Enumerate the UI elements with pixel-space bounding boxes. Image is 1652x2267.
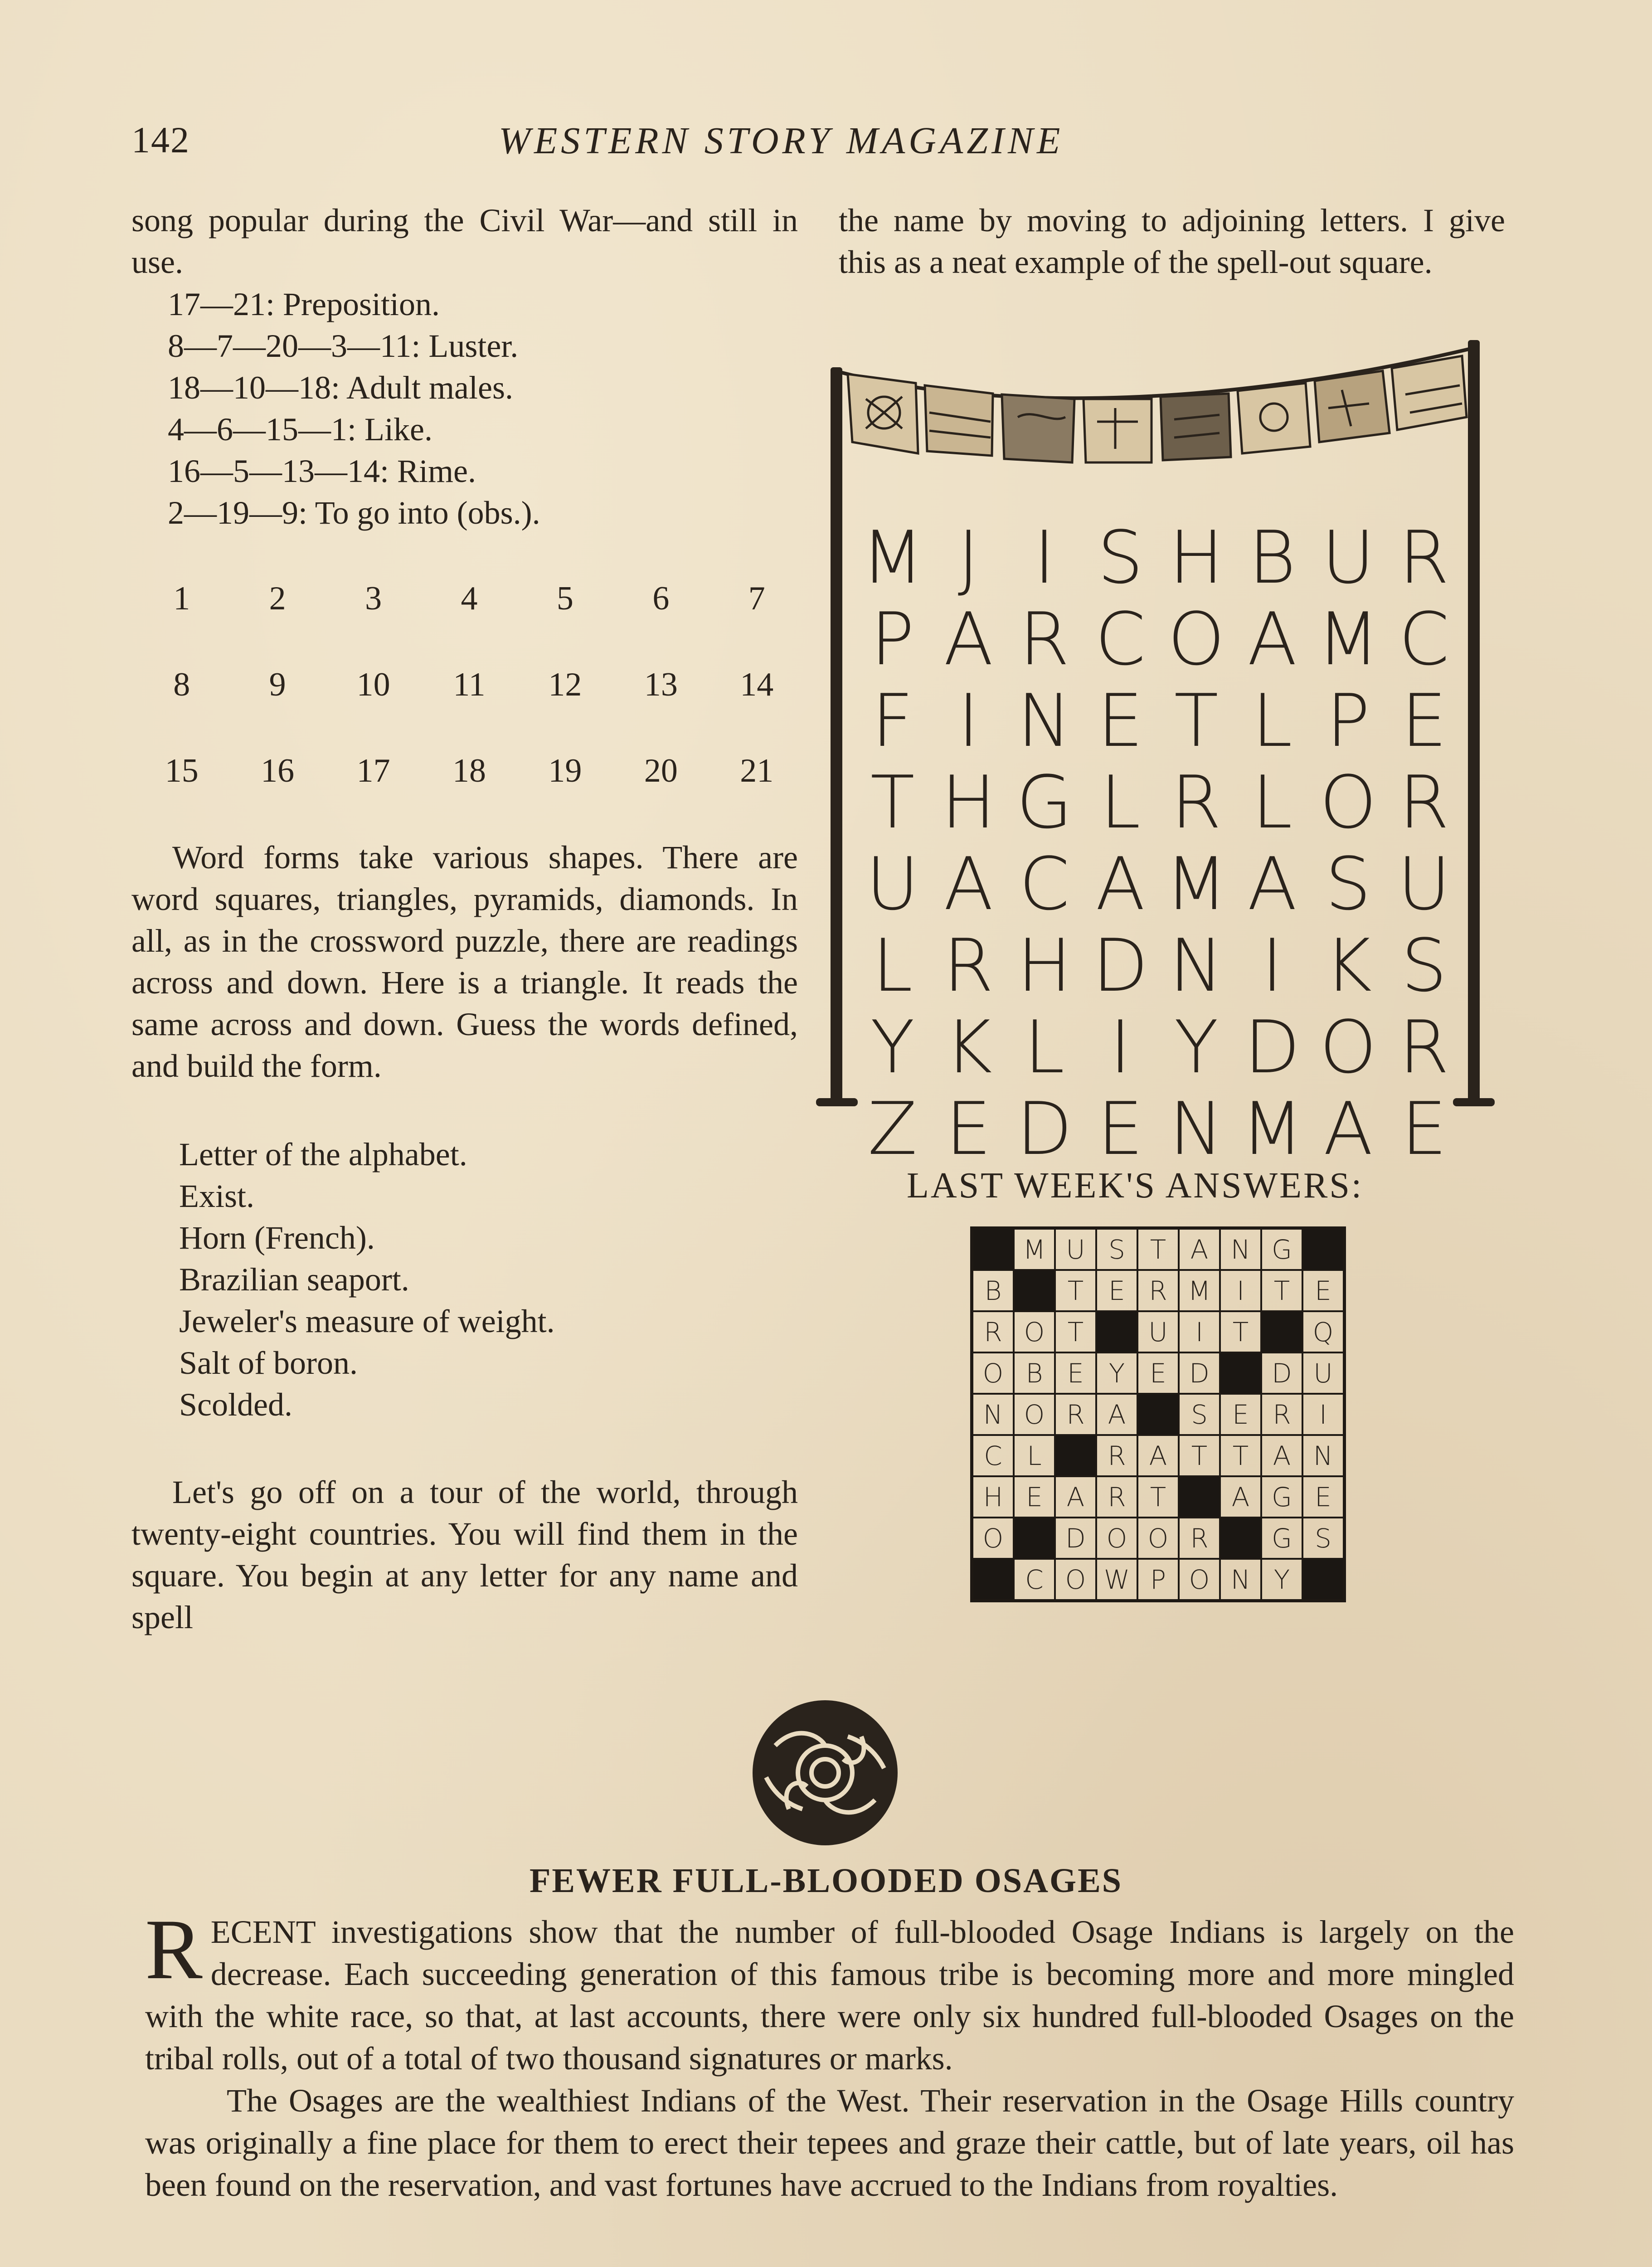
crossword-cell: I xyxy=(1220,1270,1261,1311)
crossword-cell: T xyxy=(1261,1270,1302,1311)
grid-letter: C xyxy=(1019,842,1070,926)
grid-number: 12 xyxy=(548,666,582,703)
drop-cap: R xyxy=(145,1902,203,1997)
banner-pole-right xyxy=(1468,340,1480,1102)
grid-letter: R xyxy=(1399,1005,1449,1090)
grid-number: 16 xyxy=(261,752,295,789)
grid-letter: A xyxy=(943,842,993,926)
crossword-cell: C xyxy=(972,1435,1014,1476)
crossword-black-cell xyxy=(1014,1518,1055,1559)
grid-letter: S xyxy=(1325,842,1371,926)
grid-letter: H xyxy=(1017,923,1072,1008)
clue-item: 17—21: Preposition. xyxy=(168,286,440,322)
page-number: 142 xyxy=(131,119,190,161)
crossword-cell: P xyxy=(1137,1559,1179,1600)
crossword-cell: N xyxy=(1220,1229,1261,1270)
grid-letter: B xyxy=(1248,515,1296,600)
crossword-cell: Q xyxy=(1302,1311,1344,1352)
crossword-cell: O xyxy=(1014,1311,1055,1352)
grid-letter: L xyxy=(1024,1005,1065,1090)
grid-letter: Y xyxy=(870,1005,915,1090)
grid-number: 10 xyxy=(356,666,390,703)
grid-letter: N xyxy=(1169,1086,1224,1171)
tour-paragraph xyxy=(131,1471,798,1638)
crossword-cell: S xyxy=(1302,1518,1344,1559)
grid-letter: C xyxy=(1095,597,1146,681)
crossword-cell: E xyxy=(1302,1476,1344,1518)
crossword-cell: D xyxy=(1179,1352,1220,1394)
crossword-cell: E xyxy=(1055,1352,1096,1394)
crossword-cell: G xyxy=(1261,1229,1302,1270)
grid-letter: A xyxy=(943,597,993,681)
crossword-black-cell xyxy=(1302,1559,1344,1600)
crossword-cell: G xyxy=(1261,1518,1302,1559)
crossword-cell: R xyxy=(1261,1394,1302,1435)
grid-letter: C xyxy=(1399,597,1450,681)
grid-letter: A xyxy=(1247,842,1297,926)
answers-title: LAST WEEK'S ANSWERS: xyxy=(907,1166,1364,1206)
grid-letter: R xyxy=(1171,760,1222,845)
crossword-cell: R xyxy=(1137,1270,1179,1311)
crossword-cell: O xyxy=(1014,1394,1055,1435)
grid-letter: A xyxy=(1323,1086,1373,1171)
crossword-cell: D xyxy=(1055,1518,1096,1559)
grid-letter: E xyxy=(945,1086,991,1171)
grid-number: 19 xyxy=(548,752,582,789)
crossword-cell: R xyxy=(1179,1518,1220,1559)
crossword-black-cell xyxy=(1055,1435,1096,1476)
grid-letter: H xyxy=(1169,515,1224,600)
grid-number: 7 xyxy=(748,580,765,617)
grid-letter: U xyxy=(1322,515,1375,600)
crossword-cell: R xyxy=(1096,1476,1137,1518)
grid-number: 15 xyxy=(165,752,199,789)
crossword-cell: A xyxy=(1261,1435,1302,1476)
grid-letter: Y xyxy=(1174,1005,1219,1090)
crossword-cell: T xyxy=(1055,1270,1096,1311)
crossword-cell: S xyxy=(1179,1394,1220,1435)
grid-letter: A xyxy=(1095,842,1145,926)
crossword-cell: Y xyxy=(1096,1352,1137,1394)
crossword-cell: I xyxy=(1302,1394,1344,1435)
grid-letter: A xyxy=(1247,597,1297,681)
crossword-cell: B xyxy=(1014,1352,1055,1394)
crossword-cell: A xyxy=(1137,1435,1179,1476)
grid-number: 21 xyxy=(740,752,774,789)
crossword-cell: U xyxy=(1137,1311,1179,1352)
crossword-cell: E xyxy=(1220,1394,1261,1435)
grid-letter: P xyxy=(870,597,914,681)
right-intro-text: the name by moving to adjoining letters. I give this as a neat example of the spell-out square. xyxy=(839,202,1505,280)
triangle-clue: Exist. xyxy=(179,1178,255,1214)
grid-letter: R xyxy=(943,923,994,1008)
article-paragraph-2: The Osages are the wealthiest Indians of the West. Their reservation in the Osage Hills country was originally a fine place for them to erect their tepees and graze their cattle, but of late years, oil has been found on the reservation, and vast fortunes have accrued to the Indians from royalties. xyxy=(145,2082,1514,2203)
clue-item: 2—19—9: To go into (obs.). xyxy=(168,495,540,531)
grid-letter: E xyxy=(1401,1086,1447,1171)
grid-letter: U xyxy=(1397,842,1451,926)
crossword-cell: U xyxy=(1302,1352,1344,1394)
crossword-black-cell xyxy=(1179,1476,1220,1518)
crossword-cell: I xyxy=(1179,1311,1220,1352)
triangle-clue-list xyxy=(179,1134,845,1425)
crossword-cell: E xyxy=(1014,1476,1055,1518)
grid-letter: L xyxy=(872,923,913,1008)
crossword-cell: B xyxy=(972,1270,1014,1311)
article-paragraph xyxy=(145,1902,1514,2080)
grid-letter: M xyxy=(1165,842,1228,926)
crossword-cell: T xyxy=(1220,1311,1261,1352)
crossword-black-cell xyxy=(1261,1311,1302,1352)
grid-letter: E xyxy=(1097,1086,1143,1171)
banner-pole-left xyxy=(831,367,842,1102)
left-intro-paragraph xyxy=(131,199,798,283)
pole-base-left xyxy=(816,1098,858,1106)
grid-letter: Z xyxy=(867,1086,918,1171)
crossword-cell: D xyxy=(1261,1352,1302,1394)
crossword-cell: G xyxy=(1261,1476,1302,1518)
number-grid xyxy=(134,576,805,793)
grid-number: 2 xyxy=(269,580,286,617)
crossword-black-cell xyxy=(1220,1518,1261,1559)
triangle-clue: Horn (French). xyxy=(179,1220,375,1256)
grid-letter: P xyxy=(1326,678,1370,763)
grid-number: 20 xyxy=(644,752,678,789)
crossword-cell: R xyxy=(1055,1394,1096,1435)
crossword-black-cell xyxy=(1096,1311,1137,1352)
grid-number: 1 xyxy=(173,580,190,617)
grid-letter: M xyxy=(1241,1086,1304,1171)
crossword-answers-grid xyxy=(970,1226,1346,1602)
right-intro-paragraph xyxy=(839,199,1505,283)
grid-number: 17 xyxy=(356,752,390,789)
grid-number: 13 xyxy=(644,666,678,703)
grid-letter: H xyxy=(941,760,996,845)
article-title: FEWER FULL-BLOODED OSAGES xyxy=(529,1862,1123,1900)
spell-out-banner xyxy=(811,340,1482,1171)
grid-letter: S xyxy=(1401,923,1448,1008)
grid-number: 4 xyxy=(461,580,478,617)
crossword-cell: O xyxy=(1096,1518,1137,1559)
running-header: WESTERN STORY MAGAZINE xyxy=(499,120,1064,162)
grid-number: 3 xyxy=(365,580,382,617)
crossword-cell: R xyxy=(1096,1435,1137,1476)
grid-letter: K xyxy=(944,1005,992,1090)
crossword-cell: N xyxy=(972,1394,1014,1435)
clue-item: 18—10—18: Adult males. xyxy=(168,370,513,406)
crossword-black-cell xyxy=(1137,1394,1179,1435)
grid-letter: T xyxy=(870,760,915,845)
crossword-cell: R xyxy=(972,1311,1014,1352)
grid-letter: R xyxy=(1399,760,1449,845)
crossword-cell: W xyxy=(1096,1559,1137,1600)
crossword-cell: S xyxy=(1096,1229,1137,1270)
grid-letter: O xyxy=(1167,597,1225,681)
grid-letter: J xyxy=(957,515,979,600)
grid-letter: R xyxy=(1019,597,1070,681)
grid-letter: O xyxy=(1319,1005,1377,1090)
crossword-cell: T xyxy=(1220,1435,1261,1476)
crossword-black-cell xyxy=(972,1229,1014,1270)
crossword-cell: O xyxy=(972,1518,1014,1559)
grid-letter: I xyxy=(1109,1005,1131,1090)
crossword-cell: O xyxy=(1137,1518,1179,1559)
grid-number: 11 xyxy=(453,666,486,703)
grid-number: 14 xyxy=(740,666,774,703)
crossword-black-cell xyxy=(972,1559,1014,1600)
triangle-clue: Salt of boron. xyxy=(179,1345,358,1381)
tour-text: Let's go off on a tour of the world, through twenty-eight countries. You will find them in the square. You begin at any letter for any name and spell xyxy=(131,1474,798,1635)
crossword-cell: O xyxy=(1055,1559,1096,1600)
crossword-cell: N xyxy=(1220,1559,1261,1600)
grid-number: 5 xyxy=(556,580,573,617)
crossword-cell: E xyxy=(1302,1270,1344,1311)
grid-letter: F xyxy=(871,678,913,763)
crossword-cell: O xyxy=(1179,1559,1220,1600)
grid-number: 6 xyxy=(652,580,670,617)
grid-letter: T xyxy=(1174,678,1219,763)
crossword-cell: Y xyxy=(1261,1559,1302,1600)
crossword-cell: C xyxy=(1014,1559,1055,1600)
grid-letter: D xyxy=(1016,1086,1073,1171)
grid-letter: I xyxy=(1034,515,1055,600)
grid-letter: E xyxy=(1097,678,1143,763)
grid-letter: I xyxy=(957,678,979,763)
clue-list xyxy=(168,283,834,534)
grid-letter: L xyxy=(1252,760,1292,845)
crossword-cell: O xyxy=(972,1352,1014,1394)
crossword-cell: A xyxy=(1055,1476,1096,1518)
clue-item: 8—7—20—3—11: Luster. xyxy=(168,328,519,364)
triangle-clue: Jeweler's measure of weight. xyxy=(179,1303,555,1339)
grid-number: 8 xyxy=(173,666,190,703)
crossword-cell: M xyxy=(1014,1229,1055,1270)
banner-flags-illustration xyxy=(839,340,1469,476)
grid-letter: I xyxy=(1261,923,1283,1008)
clue-item: 4—6—15—1: Like. xyxy=(168,411,432,448)
grid-number: 18 xyxy=(452,752,486,789)
triangle-clue: Scolded. xyxy=(179,1386,292,1423)
crossword-cell: A xyxy=(1179,1229,1220,1270)
crossword-cell: T xyxy=(1137,1229,1179,1270)
crossword-cell: T xyxy=(1055,1311,1096,1352)
country-letter-grid xyxy=(855,517,1462,1170)
article-body xyxy=(145,1902,1514,2206)
grid-letter: E xyxy=(1401,678,1447,763)
grid-letter: O xyxy=(1319,760,1377,845)
crossword-cell: T xyxy=(1179,1435,1220,1476)
crossword-black-cell xyxy=(1014,1270,1055,1311)
crossword-cell: N xyxy=(1302,1435,1344,1476)
grid-letter: K xyxy=(1324,923,1372,1008)
crossword-cell: U xyxy=(1055,1229,1096,1270)
grid-letter: U xyxy=(866,842,919,926)
crossword-black-cell xyxy=(1302,1229,1344,1270)
left-intro-text: song popular during the Civil War—and still in use. xyxy=(131,202,798,280)
grid-letter: M xyxy=(1317,597,1380,681)
grid-letter: M xyxy=(861,515,924,600)
grid-letter: G xyxy=(1016,760,1073,845)
grid-letter: L xyxy=(1100,760,1141,845)
grid-letter: D xyxy=(1244,1005,1300,1090)
article-paragraph-text: ECENT investigations show that the number of full-blooded Osage Indians is largely on the decrease. Each succeeding generation of this famous tribe is becoming more and more mingled with the white race, so that, at last accounts, there were only six hundred full-blooded Osages on the tribal rolls, out of a total of two thousand signatures or marks. xyxy=(145,1914,1514,2077)
floral-medallion-ornament xyxy=(748,1696,902,1850)
crossword-cell: A xyxy=(1220,1476,1261,1518)
triangle-clue: Letter of the alphabet. xyxy=(179,1136,467,1172)
crossword-cell: H xyxy=(972,1476,1014,1518)
crossword-cell: M xyxy=(1179,1270,1220,1311)
grid-letter: S xyxy=(1097,515,1144,600)
crossword-black-cell xyxy=(1220,1352,1261,1394)
crossword-cell: E xyxy=(1137,1352,1179,1394)
word-forms-paragraph xyxy=(131,837,798,1087)
word-forms-text: Word forms take various shapes. There are word squares, triangles, pyramids, diamonds. In all, as in the crossword puzzle, there are readings across and down. Here is a triangle. It reads the same across and down. Guess the words defined, and build the form. xyxy=(131,839,798,1084)
crossword-cell: L xyxy=(1014,1435,1055,1476)
triangle-clue: Brazilian seaport. xyxy=(179,1261,409,1298)
crossword-cell: E xyxy=(1096,1270,1137,1311)
grid-letter: R xyxy=(1399,515,1449,600)
grid-letter: N xyxy=(1017,678,1072,763)
crossword-cell: A xyxy=(1096,1394,1137,1435)
crossword-cell: T xyxy=(1137,1476,1179,1518)
grid-letter: D xyxy=(1092,923,1148,1008)
grid-letter: N xyxy=(1169,923,1224,1008)
grid-letter: L xyxy=(1252,678,1292,763)
grid-number: 9 xyxy=(269,666,286,703)
clue-item: 16—5—13—14: Rime. xyxy=(168,453,476,489)
